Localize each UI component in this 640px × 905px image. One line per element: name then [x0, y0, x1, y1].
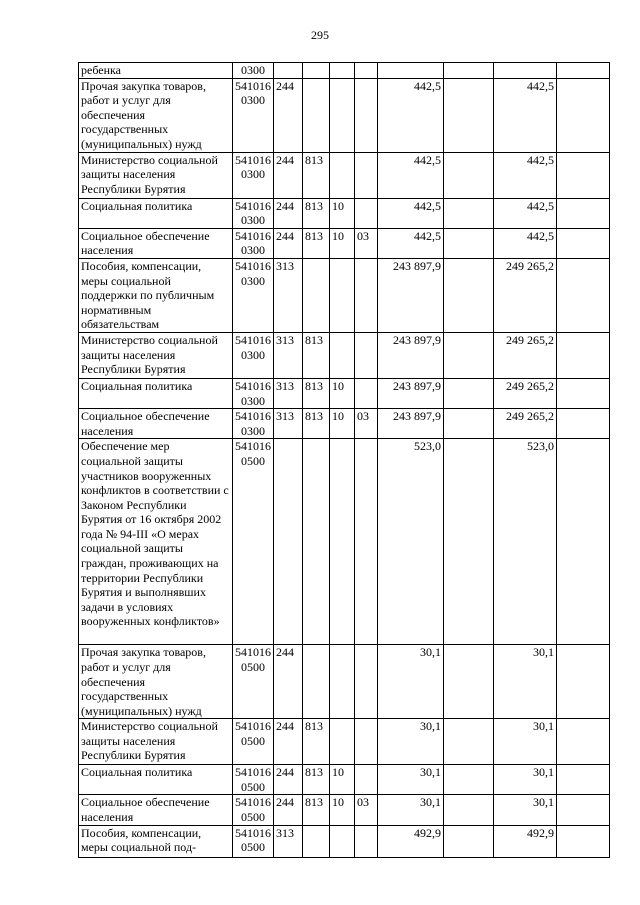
row-empty-cell-2: [557, 63, 610, 79]
row-name-cell: Социальное обеспечение населения: [79, 795, 233, 825]
table-row: [79, 378, 610, 408]
row-vr-cell: 313: [274, 409, 303, 439]
row-empty-cell-1: [444, 409, 494, 439]
row-empty-cell-2: [557, 378, 610, 408]
row-csr-cell: 541016 0500: [233, 439, 274, 645]
row-empty-cell-2: [557, 258, 610, 332]
row-sum2-cell: 442,5: [494, 152, 557, 198]
row-sum1-cell: 442,5: [378, 198, 444, 228]
row-sum1-cell: 30,1: [378, 765, 444, 795]
row-empty-cell-2: [557, 152, 610, 198]
row-empty-cell-1: [444, 78, 494, 152]
row-csr-cell: 541016 0500: [233, 645, 274, 719]
table-row: [79, 645, 610, 719]
row-sum1-cell: [378, 63, 444, 79]
row-csr-cell: 541016 0300: [233, 198, 274, 228]
row-vr-cell: 244: [274, 645, 303, 719]
row-name-cell: Социальная политика: [79, 378, 233, 408]
row-empty-cell-1: [444, 332, 494, 378]
row-csr-cell: 541016 0300: [233, 228, 274, 258]
row-empty-cell-2: [557, 719, 610, 765]
row-grbs-cell: [303, 439, 330, 645]
row-name-cell: Обеспечение мер социальной защиты участников вооруженных конфликтов в соответствии с Законом Республики Бурятия от 16 октября 2002 года № 94-III «О мерах социальной защиты граждан, проживающих на территории Республики Бурятия и выполнявших задачи в условиях вооруженных конфликтов»: [79, 439, 233, 645]
row-name-cell: Социальная политика: [79, 198, 233, 228]
row-rz-cell: 10: [330, 378, 355, 408]
row-name-cell: Министерство социальной защиты населения Республики Бурятия: [79, 332, 233, 378]
row-rz-cell: [330, 332, 355, 378]
row-csr-cell: 541016 0500: [233, 795, 274, 825]
row-rz-cell: [330, 719, 355, 765]
row-sum2-cell: 30,1: [494, 645, 557, 719]
row-empty-cell-2: [557, 78, 610, 152]
row-sum2-cell: 249 265,2: [494, 258, 557, 332]
row-rz-cell: [330, 645, 355, 719]
row-sum2-cell: [494, 63, 557, 79]
row-name-cell: Пособия, компенсации, меры социальной под-: [79, 825, 233, 857]
row-grbs-cell: 813: [303, 332, 330, 378]
row-vr-cell: [274, 439, 303, 645]
table-row: [79, 198, 610, 228]
row-sum1-cell: 492,9: [378, 825, 444, 857]
row-pr-cell: [355, 439, 378, 645]
row-name-cell: Пособия, компенсации, меры социальной поддержки по публичным нормативным обязательствам: [79, 258, 233, 332]
row-empty-cell-2: [557, 228, 610, 258]
table-row: [79, 78, 610, 152]
row-empty-cell-2: [557, 645, 610, 719]
row-pr-cell: [355, 63, 378, 79]
row-pr-cell: [355, 378, 378, 408]
row-rz-cell: 10: [330, 228, 355, 258]
row-pr-cell: [355, 332, 378, 378]
row-name-cell: Социальное обеспечение населения: [79, 228, 233, 258]
row-name-cell: Социальное обеспечение населения: [79, 409, 233, 439]
row-grbs-cell: 813: [303, 765, 330, 795]
row-empty-cell-2: [557, 198, 610, 228]
row-pr-cell: [355, 645, 378, 719]
row-empty-cell-1: [444, 228, 494, 258]
row-empty-cell-1: [444, 719, 494, 765]
row-sum2-cell: 249 265,2: [494, 332, 557, 378]
table-row: [79, 409, 610, 439]
row-empty-cell-1: [444, 198, 494, 228]
row-grbs-cell: [303, 645, 330, 719]
row-sum1-cell: 243 897,9: [378, 258, 444, 332]
table-row: [79, 795, 610, 825]
table-row: [79, 63, 610, 79]
row-pr-cell: [355, 152, 378, 198]
row-sum2-cell: 249 265,2: [494, 409, 557, 439]
row-empty-cell-2: [557, 409, 610, 439]
row-pr-cell: 03: [355, 795, 378, 825]
row-pr-cell: 03: [355, 409, 378, 439]
row-vr-cell: 313: [274, 258, 303, 332]
row-sum2-cell: 442,5: [494, 198, 557, 228]
row-vr-cell: 244: [274, 78, 303, 152]
table-body: [79, 63, 610, 858]
row-name-cell: Прочая закупка товаров, работ и услуг для обеспечения государственных (муниципальных) нужд: [79, 78, 233, 152]
row-sum1-cell: 243 897,9: [378, 378, 444, 408]
row-csr-cell: 541016 0500: [233, 825, 274, 857]
row-rz-cell: [330, 78, 355, 152]
row-empty-cell-1: [444, 439, 494, 645]
row-vr-cell: 244: [274, 228, 303, 258]
row-sum1-cell: 30,1: [378, 719, 444, 765]
row-vr-cell: [274, 63, 303, 79]
row-empty-cell-2: [557, 439, 610, 645]
row-grbs-cell: [303, 78, 330, 152]
row-sum1-cell: 30,1: [378, 645, 444, 719]
row-empty-cell-1: [444, 795, 494, 825]
row-csr-cell: 541016 0300: [233, 332, 274, 378]
row-grbs-cell: 813: [303, 378, 330, 408]
row-pr-cell: [355, 825, 378, 857]
row-pr-cell: [355, 78, 378, 152]
table-row: [79, 719, 610, 765]
row-grbs-cell: [303, 825, 330, 857]
row-grbs-cell: 813: [303, 152, 330, 198]
row-csr-cell: 541016 0300: [233, 378, 274, 408]
row-pr-cell: [355, 719, 378, 765]
row-rz-cell: [330, 152, 355, 198]
row-rz-cell: 10: [330, 765, 355, 795]
row-rz-cell: [330, 439, 355, 645]
row-csr-cell: 541016 0500: [233, 765, 274, 795]
row-sum1-cell: 442,5: [378, 152, 444, 198]
table-row: [79, 152, 610, 198]
row-csr-cell: 541016 0300: [233, 78, 274, 152]
row-sum1-cell: 442,5: [378, 78, 444, 152]
row-vr-cell: 244: [274, 719, 303, 765]
row-vr-cell: 244: [274, 152, 303, 198]
row-empty-cell-1: [444, 63, 494, 79]
row-empty-cell-2: [557, 825, 610, 857]
row-sum1-cell: 523,0: [378, 439, 444, 645]
row-empty-cell-1: [444, 645, 494, 719]
row-pr-cell: [355, 258, 378, 332]
row-sum2-cell: 492,9: [494, 825, 557, 857]
row-grbs-cell: 813: [303, 719, 330, 765]
row-empty-cell-2: [557, 765, 610, 795]
row-grbs-cell: [303, 258, 330, 332]
row-sum1-cell: 243 897,9: [378, 409, 444, 439]
row-vr-cell: 244: [274, 765, 303, 795]
row-name-cell: Прочая закупка товаров, работ и услуг для обеспечения государственных (муниципальных) нужд: [79, 645, 233, 719]
row-sum2-cell: 442,5: [494, 228, 557, 258]
row-vr-cell: 313: [274, 332, 303, 378]
row-csr-cell: 541016 0300: [233, 409, 274, 439]
table-row: [79, 765, 610, 795]
row-grbs-cell: 813: [303, 409, 330, 439]
row-sum2-cell: 30,1: [494, 765, 557, 795]
row-vr-cell: 313: [274, 825, 303, 857]
row-sum2-cell: 30,1: [494, 795, 557, 825]
row-name-cell: Министерство социальной защиты населения Республики Бурятия: [79, 719, 233, 765]
row-sum2-cell: 523,0: [494, 439, 557, 645]
table-row: [79, 825, 610, 857]
row-empty-cell-1: [444, 152, 494, 198]
row-csr-cell: 541016 0500: [233, 719, 274, 765]
row-grbs-cell: 813: [303, 198, 330, 228]
table-row: [79, 258, 610, 332]
page-number: 295: [311, 28, 329, 42]
row-pr-cell: [355, 765, 378, 795]
row-vr-cell: 244: [274, 795, 303, 825]
row-empty-cell-1: [444, 825, 494, 857]
row-name-cell: ребенка: [79, 63, 233, 79]
row-csr-cell: 0300: [233, 63, 274, 79]
row-sum1-cell: 30,1: [378, 795, 444, 825]
row-empty-cell-1: [444, 765, 494, 795]
row-name-cell: Социальная политика: [79, 765, 233, 795]
row-csr-cell: 541016 0300: [233, 258, 274, 332]
row-empty-cell-1: [444, 378, 494, 408]
row-pr-cell: [355, 198, 378, 228]
row-sum2-cell: 30,1: [494, 719, 557, 765]
row-sum2-cell: 249 265,2: [494, 378, 557, 408]
row-csr-cell: 541016 0300: [233, 152, 274, 198]
row-sum1-cell: 442,5: [378, 228, 444, 258]
row-empty-cell-2: [557, 795, 610, 825]
row-grbs-cell: [303, 63, 330, 79]
table-row: [79, 228, 610, 258]
row-empty-cell-1: [444, 258, 494, 332]
row-vr-cell: 244: [274, 198, 303, 228]
table-row: [79, 332, 610, 378]
row-name-cell: Министерство социальной защиты населения Республики Бурятия: [79, 152, 233, 198]
row-grbs-cell: 813: [303, 795, 330, 825]
budget-table: [78, 62, 610, 858]
row-pr-cell: 03: [355, 228, 378, 258]
row-vr-cell: 313: [274, 378, 303, 408]
table-row: [79, 439, 610, 645]
row-sum1-cell: 243 897,9: [378, 332, 444, 378]
row-rz-cell: [330, 258, 355, 332]
row-rz-cell: [330, 63, 355, 79]
row-empty-cell-2: [557, 332, 610, 378]
row-grbs-cell: 813: [303, 228, 330, 258]
row-rz-cell: 10: [330, 409, 355, 439]
row-sum2-cell: 442,5: [494, 78, 557, 152]
row-rz-cell: 10: [330, 198, 355, 228]
row-rz-cell: 10: [330, 795, 355, 825]
row-rz-cell: [330, 825, 355, 857]
